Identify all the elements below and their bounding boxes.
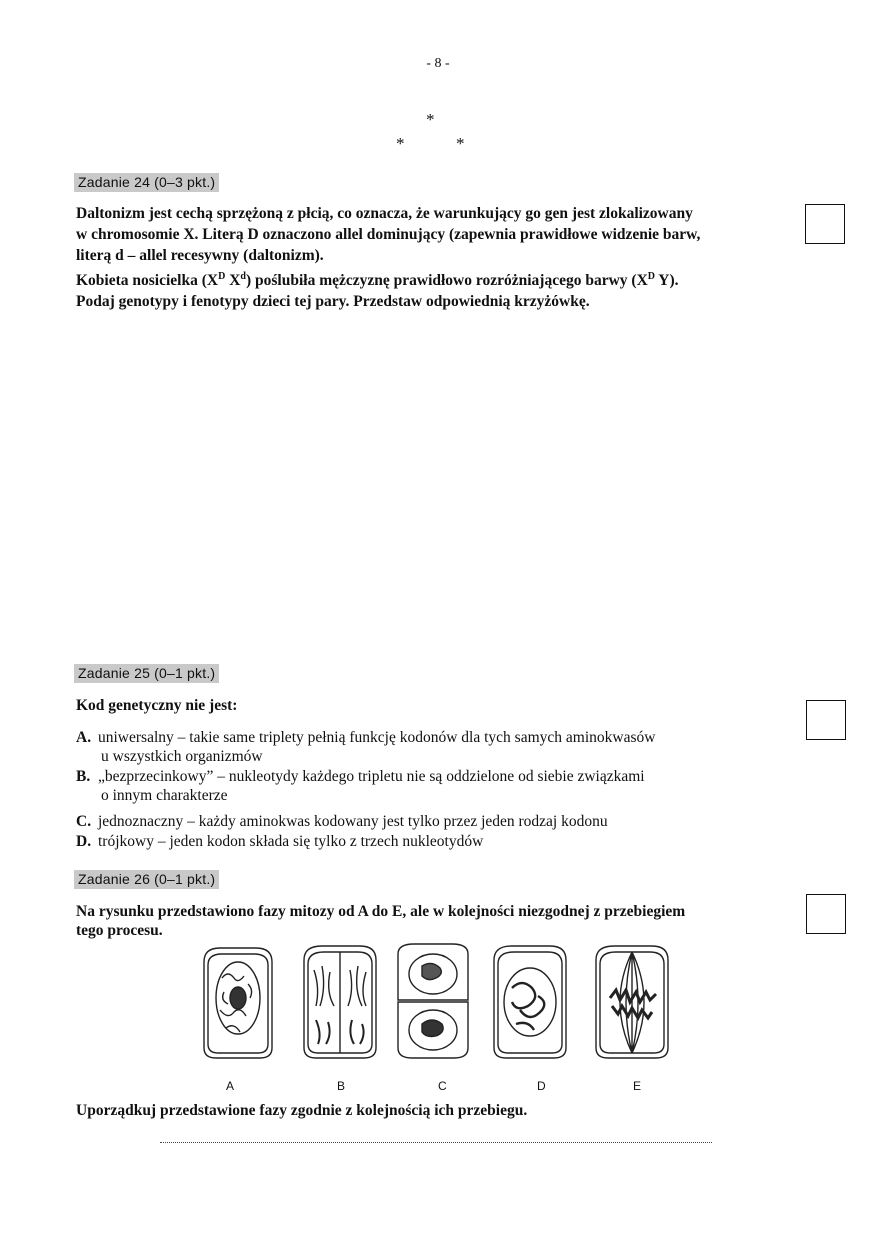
star-separator: *: [426, 110, 435, 129]
score-box-26: [806, 894, 846, 934]
task-24-tag: Zadanie 24 (0–3 pkt.): [74, 173, 219, 192]
task-26-tag: Zadanie 26 (0–1 pkt.): [74, 870, 219, 889]
cell-c-telophase: [398, 944, 468, 1058]
task-25-question: Kod genetyczny nie jest:: [76, 697, 238, 714]
star-separator: *: [396, 134, 405, 153]
task-26-instruction: Uporządkuj przedstawione fazy zgodnie z kolejnością ich przebiegu.: [76, 1102, 528, 1119]
cell-d: [494, 946, 566, 1058]
cell-e: [596, 946, 668, 1058]
task-25-tag: Zadanie 25 (0–1 pkt.): [74, 664, 219, 683]
star-separator: *: [456, 134, 465, 153]
answer-line[interactable]: [160, 1142, 712, 1143]
figure-label-b: B: [337, 1079, 346, 1093]
option-a[interactable]: A. uniwersalny – takie same triplety pełnią funkcję kodonów dla tych samych aminokwasów u wszystkich organizmów: [76, 729, 656, 765]
figure-label-c: C: [438, 1079, 447, 1093]
task-24-line: Podaj genotypy i fenotypy dzieci tej pary. Przedstaw odpowiednią krzyżówkę.: [76, 293, 590, 311]
mitosis-figure: [190, 940, 690, 1070]
task-24-line: Daltonizm jest cechą sprzężoną z płcią, co oznacza, że warunkujący go gen jest zlokalizowany: [76, 205, 693, 222]
option-b[interactable]: B. „bezprzecinkowy” – nukleotydy każdego tripletu nie są oddzielone od siebie związkami o innym charakterze: [76, 768, 645, 804]
option-c[interactable]: C. jednoznaczny – każdy aminokwas kodowany jest tylko przez jeden rodzaj kodonu: [76, 813, 608, 830]
task-26-text: [76, 902, 801, 940]
option-d[interactable]: D. trójkowy – jeden kodon składa się tylko z trzech nukleotydów: [76, 833, 484, 850]
task-26-line: tego procesu.: [76, 922, 163, 939]
task-24-line: literą d – allel recesywny (daltonizm).: [76, 247, 324, 264]
task-26-line: Na rysunku przedstawiono fazy mitozy od A do E, ale w kolejności niezgodnej z przebiegiem: [76, 903, 686, 920]
score-box-25: [806, 700, 846, 740]
figure-label-a: A: [226, 1079, 235, 1093]
task-24-line: w chromosomie X. Literą D oznaczono allel dominujący (zapewnia prawidłowe widzenie barw,: [76, 226, 701, 243]
task-24-text: [76, 203, 796, 312]
task-24-line: Kobieta nosicielka ($X^D$ $X^d$) poślubiła mężczyznę prawidłowo rozróżniającego barwy ($X^D$ Y).: [76, 271, 679, 290]
figure-label-d: D: [537, 1079, 546, 1093]
cell-a-prophase: [204, 948, 272, 1058]
page-number: - 8 -: [426, 56, 450, 71]
cell-b: [304, 946, 376, 1058]
figure-label-e: E: [633, 1079, 642, 1093]
score-box-24: [805, 204, 845, 244]
